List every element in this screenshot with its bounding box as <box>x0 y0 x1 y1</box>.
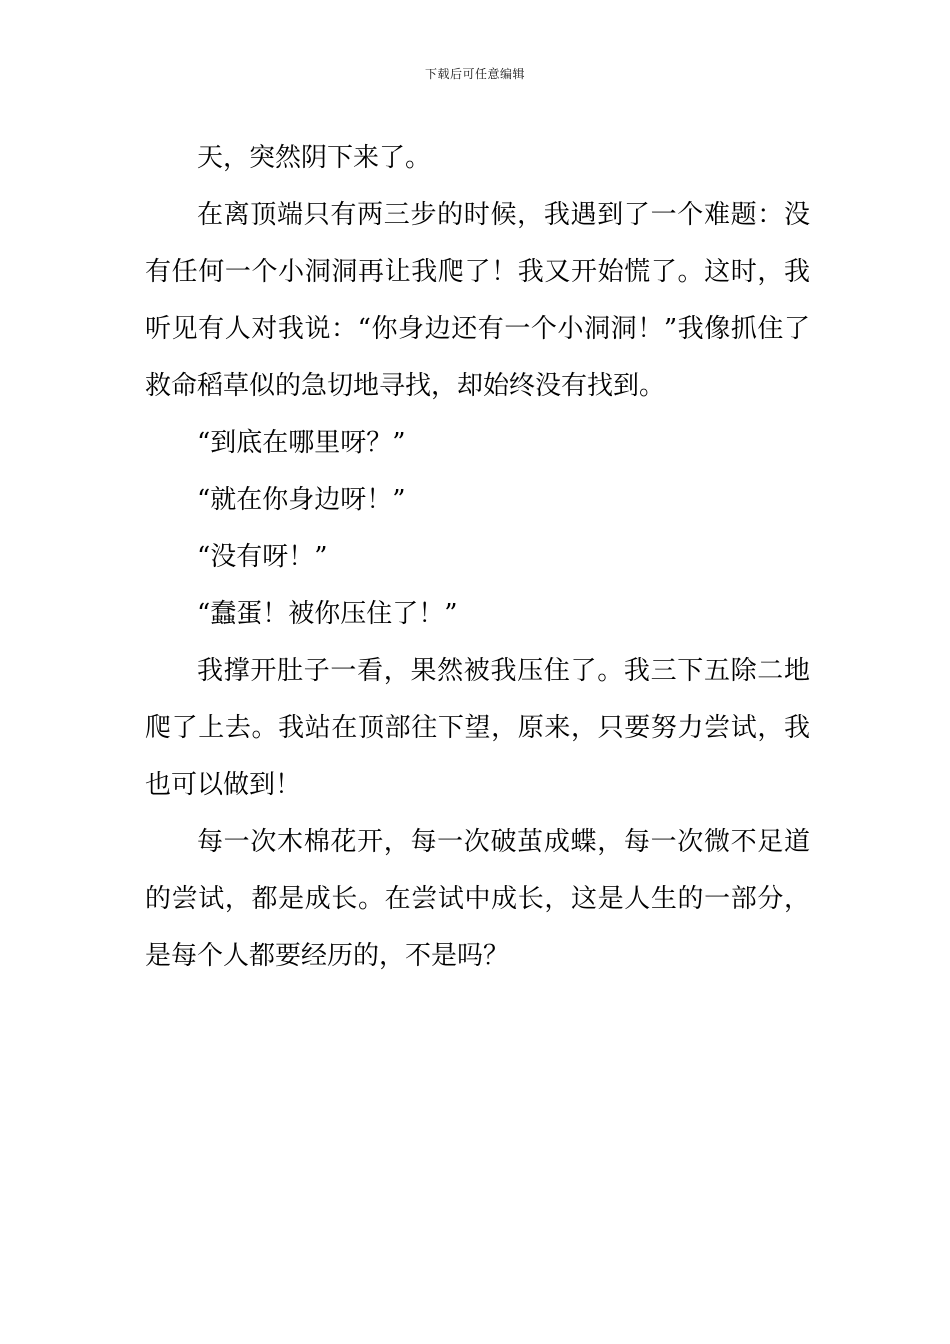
paragraph: 在离顶端只有两三步的时候，我遇到了一个难题：没有任何一个小洞洞再让我爬了！我又开始慌了。这时，我听见有人对我说：“你身边还有一个小洞洞！”我像抓住了救命稻草似的急切地寻找，却始终没有找到。 <box>145 200 810 401</box>
dialogue-line: “没有呀！” <box>197 542 328 572</box>
dialogue-line: “就在你身边呀！” <box>197 485 406 515</box>
page-header: 下载后可任意编辑 <box>424 67 525 81</box>
paragraph: 我撑开肚子一看，果然被我压住了。我三下五除二地爬了上去。我站在顶部往下望，原来，只要努力尝试，我也可以做到！ <box>145 656 810 800</box>
document-body <box>145 130 810 985</box>
dialogue-line: “到底在哪里呀？” <box>197 428 406 458</box>
paragraph: 每一次木棉花开，每一次破茧成蝶，每一次微不足道的尝试，都是成长。在尝试中成长，这是人生的一部分，是每个人都要经历的，不是吗？ <box>145 827 810 971</box>
paragraph: 天，突然阴下来了。 <box>197 143 432 173</box>
dialogue-line: “蠢蛋！被你压住了！” <box>197 599 458 629</box>
